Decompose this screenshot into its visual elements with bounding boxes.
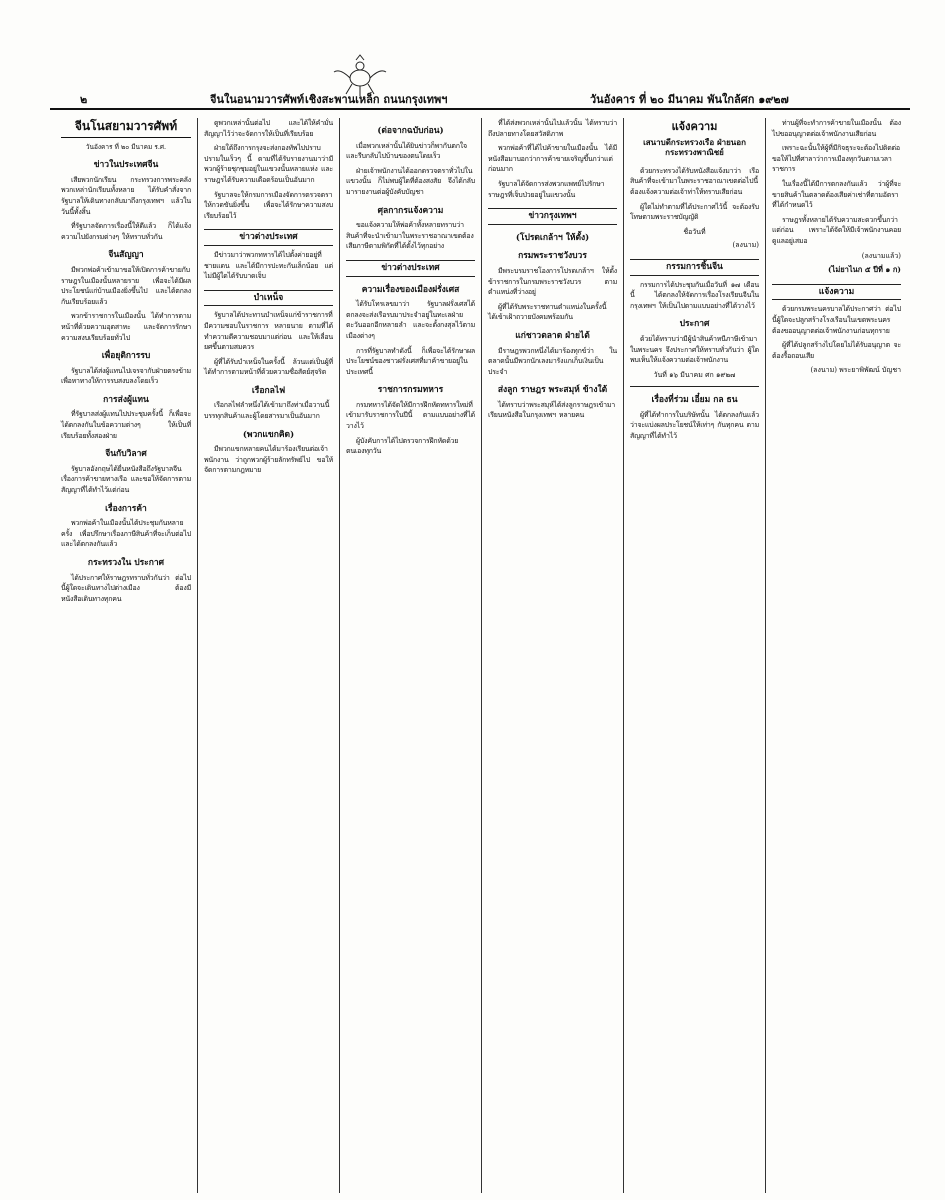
paragraph: ด้วยกระทรวงได้รับหนังสือแจ้งมาว่า เรือสินค้าที่จะเข้ามาในพระราชอาณาเขตต่อไปนี้ ต้องแจ้งความต่อเจ้าท่าให้ทราบเสียก่อน bbox=[630, 166, 759, 196]
paragraph: การที่รัฐบาลทำดังนี้ ก็เพื่อจะได้รักษาผลประโยชน์ของชาวฝรั่งเศสที่มาค้าขายอยู่ในประเทศนี้ bbox=[346, 346, 475, 376]
signature: (ลงนาม) พระยาพิพัฒน์ บัญชา bbox=[810, 366, 901, 375]
paragraph: พวกพ่อค้าในเมืองนั้นได้ประชุมกันหลายครั้ง เพื่อปรึกษาเรื่องภาษีสินค้าที่จะเก็บต่อไป และได้ตกลงกันแล้ว bbox=[61, 519, 191, 549]
paragraph: ผู้บังคับการได้ไปตรวจการฝึกหัดด้วยตนเองทุกวัน bbox=[346, 436, 459, 456]
column-5 bbox=[623, 118, 765, 1193]
paragraph: ผู้ที่ได้ปลูกสร้างไปโดยไม่ได้รับอนุญาต จะต้องรื้อถอนเสีย bbox=[772, 341, 901, 360]
article-columns bbox=[55, 118, 907, 1193]
editorial-date: วันอังคาร ที่ ๒๐ มีนาคม ร.ศ. bbox=[85, 142, 167, 151]
paragraph: รัฐบาลได้จัดการส่งพวกแพทย์ไปรักษาราษฎรที่เจ็บป่วยอยู่ในแขวงนั้น bbox=[488, 179, 605, 199]
section-title: กรรมการชิ้นจีน bbox=[630, 259, 759, 276]
notice-date: ชื่อวันที่ bbox=[683, 227, 706, 236]
paragraph: เรือกลไฟลำหนึ่งได้เข้ามาถึงท่าเมื่อวานนี้ บรรทุกสินค้าและผู้โดยสารมาเป็นอันมาก bbox=[204, 401, 330, 421]
paragraph: ผู้ที่ได้รับบำเหน็จในครั้งนี้ ล้วนแต่เป็นผู้ที่ได้ทำการตามหน้าที่ด้วยความซื่อสัตย์สุจริต bbox=[204, 357, 333, 377]
column-6 bbox=[765, 118, 907, 1193]
paragraph: ราษฎรทั้งหลายได้รับความสะดวกขึ้นกว่าแต่ก่อน เพราะได้จัดให้มีเจ้าพนักงานคอยดูแลอยู่เสมอ bbox=[772, 215, 901, 245]
paragraph: ท่านผู้ที่จะทำการค้าขายในเมืองนั้น ต้องไปขออนุญาตต่อเจ้าพนักงานเสียก่อน bbox=[772, 119, 901, 138]
paragraph: รัฐบาลจะให้กรมการเมืองจัดการตรวจตราให้กวดขันยิ่งขึ้น เพื่อจะได้รักษาความสงบเรียบร้อยไว้ bbox=[204, 190, 333, 220]
column-2 bbox=[197, 118, 339, 1193]
section-title: กรมพระราชวังบวร bbox=[518, 251, 587, 262]
issue-date: วันอังคาร ที่ ๒๐ มีนาคม พันใกล้ศก ๑๙๒๗ bbox=[590, 93, 789, 106]
column-3 bbox=[339, 118, 481, 1193]
paragraph: ที่รัฐบาลจัดการเรื่องนี้ให้ดีแล้ว ก็ได้แจ้งความไปยังกรมต่างๆ ให้ทราบทั่วกัน bbox=[61, 222, 191, 241]
paragraph: มีข่าวมาว่าพวกทหารได้ไปตั้งค่ายอยู่ที่ชายแดน และได้มีการปะทะกันเล็กน้อย แต่ไม่มีผู้ใดได้รับบาดเจ็บ bbox=[204, 250, 333, 281]
section-title: (ต่อจากฉบับก่อน) bbox=[377, 126, 444, 136]
paragraph: ได้ประกาศให้ราษฎรทราบทั่วกันว่า ต่อไปนี้ผู้ใดจะเดินทางไปต่างเมือง ต้องมีหนังสือเดินทางทุกคน bbox=[61, 573, 191, 603]
paragraph: มีพวกแขกหลายคนได้มาร้องเรียนต่อเจ้าพนักงาน ว่าถูกพวกผู้ร้ายลักทรัพย์ไป ขอให้จัดการตามกฎหมาย bbox=[204, 445, 333, 475]
paragraph: กรมทหารได้จัดให้มีการฝึกหัดทหารใหม่ที่เข้ามารับราชการในปีนี้ ตามแบบอย่างที่ได้วางไว้ bbox=[346, 400, 475, 431]
paragraph: ผู้ที่ได้ทำการในบริษัทนั้น ได้ตกลงกันแล้วว่าจะแบ่งผลประโยชน์ให้เท่าๆ กันทุกคน ตามสัญญาที่ได้ทำไว้ bbox=[630, 410, 759, 441]
section-title: ราชการกรมทหาร bbox=[377, 385, 444, 396]
paragraph: มีพระบรมราชโองการโปรดเกล้าฯ ให้ตั้งข้าราชการในกรมพระราชวังบวร ตามตำแหน่งที่ว่างอยู่ bbox=[488, 266, 617, 297]
section-title: เรื่องการค้า bbox=[105, 503, 147, 514]
paragraph: เสียพวกนักเรียน กระทรวงการพระคลัง พวกเหล่านักเรียนทั้งหลาย ได้รับคำสั่งจากรัฐบาลให้เดินทางกลับมาถึงกรุงเทพฯ แล้วในวันนี้ทั้งสิ้น bbox=[61, 175, 191, 216]
paragraph: ผู้ใดไม่ทำตามที่ได้ประกาศไว้นี้ จะต้องรับโทษตามพระราชบัญญัติ bbox=[630, 202, 759, 222]
publication-name: จีนในอนามวารศัพท์ bbox=[210, 93, 305, 106]
paragraph: ด้วยกรมพระนครบาลได้ประกาศว่า ต่อไปนี้ผู้ใดจะปลูกสร้างโรงเรือนในเขตพระนคร ต้องขออนุญาตต่อเจ้าพนักงานก่อนทุกราย bbox=[772, 305, 901, 335]
section-title: ศุลกากรแจ้งความ bbox=[377, 205, 444, 216]
section-title: เรือกลไฟ bbox=[251, 385, 286, 396]
section-title: แก่ชาวตลาด ฝ่ายไต้ bbox=[515, 330, 590, 341]
paragraph: ฝ่ายเจ้าพนักงานได้ออกตรวจตราทั่วไปในแขวงนั้น ก็ไม่พบผู้ใดที่ต้องสงสัย จึงได้กลับมารายงานต่อผู้บังคับบัญชา bbox=[346, 166, 475, 196]
publication-location: เชิงสะพานเหล็ก ถนนกรุงเทพฯ bbox=[305, 93, 448, 106]
paragraph: รัฐบาลได้ประทานบำเหน็จแก่ข้าราชการที่มีความชอบในราชการ หลายนาย ตามที่ได้ทำความดีความชอบมาแต่ก่อน และให้เลื่อนยศขึ้นตามสมควร bbox=[204, 311, 333, 352]
section-title: ส่งลูก ราษฎร พระสมุห์ ข้างใต้ bbox=[497, 385, 608, 396]
paragraph: ดูพวกเหล่านั้นต่อไป และได้ให้คำมั่นสัญญาไว้ว่าจะจัดการให้เป็นที่เรียบร้อย bbox=[204, 119, 333, 138]
paragraph: เมื่อพวกเหล่านั้นได้ยินข่าวก็พากันตกใจ และรีบกลับไปบ้านของตนโดยเร็ว bbox=[346, 141, 467, 161]
column-1 bbox=[55, 118, 197, 1193]
editorial-title: จีนโนสยามวารศัพท์ bbox=[61, 118, 191, 138]
paragraph: ที่ได้ส่งพวกเหล่านั้นไปแล้วนั้น ได้ทราบว่าถึงปลายทางโดยสวัสดิภาพ bbox=[488, 119, 617, 138]
paragraph: เพราะฉะนั้นให้ผู้ที่มีกิจธุระจะต้องไปติดต่อ ขอให้ไปที่ศาลาว่าการเมืองทุกวันตามเวลาราชการ bbox=[772, 144, 900, 174]
signature: (ลงนาม) bbox=[732, 241, 759, 250]
section-title: ข่าวในประเทศจีน bbox=[93, 160, 159, 171]
section-title: การส่งผู้แทน bbox=[103, 394, 149, 405]
section-title: (โปรดเกล้าฯ ให้ตั้ง) bbox=[515, 232, 590, 243]
paragraph: ผู้ที่ได้รับพระราชทานตำแหน่งในครั้งนี้ ได้เข้าเฝ้าถวายบังคมพร้อมกัน bbox=[488, 302, 607, 322]
paragraph: ขอแจ้งความให้พ่อค้าทั้งหลายทราบว่า สินค้าที่จะนำเข้ามาในพระราชอาณาเขตต้องเสียภาษีตามพิกัดที่ได้ตั้งไว้ทุกอย่าง bbox=[346, 221, 474, 251]
paragraph: รัฐบาลอังกฤษได้ยื่นหนังสือถึงรัฐบาลจีนเรื่องการค้าขายทางเรือ และขอให้จัดการตามสัญญาที่ได้ทำไว้แต่ก่อน bbox=[61, 464, 191, 495]
section-title: ข่าวกรุงเทพฯ bbox=[488, 208, 617, 225]
notice-date: วันที่ ๑๖ มีนาคม ศก ๑๙๒๗ bbox=[653, 370, 736, 379]
section-title: กระทรวงใน ประกาศ bbox=[87, 558, 165, 568]
paragraph: ฝ่ายใต้ถึงการกรุงจะส่งกองทัพไปปราบปรามในเร็วๆ นี้ ตามที่ได้รับรายงานมาว่ามีพวกผู้ร้ายชุกชุมอยู่ในแขวงนั้นหลายแห่ง และราษฎรได้รับความเดือดร้อนเป็นอันมาก bbox=[204, 144, 333, 184]
section-title: ประกาศ bbox=[679, 319, 710, 330]
page-number: ๒ bbox=[80, 93, 88, 106]
paragraph: มีราษฎรพวกหนึ่งได้มาร้องทุกข์ว่า ในตลาดนั้นมีพวกนักเลงมารังแกเก็บเงินเป็นประจำ bbox=[488, 346, 617, 376]
paragraph: ได้ทราบว่าพระสมุห์ได้ส่งลูกราษฎรเข้ามาเรียนหนังสือในกรุงเทพฯ หลายคน bbox=[488, 400, 616, 420]
paragraph: ด้วยได้ทราบว่ามีผู้นำสินค้าหนีภาษีเข้ามาในพระนคร จึงประกาศให้ทราบทั่วกันว่า ผู้ใดพบเห็นให้แจ้งความต่อเจ้าพนักงาน bbox=[630, 334, 759, 365]
paragraph: ในเรื่องนี้ได้มีการตกลงกันแล้ว ว่าผู้ที่จะขายสินค้าในตลาดต้องเสียค่าเช่าที่ตามอัตราที่ได้กำหนดไว้ bbox=[772, 179, 901, 210]
section-title: จีนสัญญา bbox=[108, 250, 144, 261]
paragraph: พวกพ่อค้าที่ได้ไปค้าขายในเมืองนั้น ได้มีหนังสือมาบอกว่าการค้าขายเจริญขึ้นกว่าแต่ก่อนมาก bbox=[488, 144, 617, 174]
section-title: เรื่องที่ร่วม เอี๋ยม กล ธน bbox=[651, 395, 738, 406]
notice-subtitle: เสนาบดีกระทรวงเรือ ฝ่ายนอก กระทรวงพาณิชย์ bbox=[643, 136, 746, 158]
issue-note: (ไม่ยาไนก ๕ ปีที่ ๑ ก) bbox=[828, 265, 901, 275]
section-title: บำเหน็จ bbox=[204, 290, 333, 307]
section-title: ข่าวต่างประเทศ bbox=[204, 229, 333, 246]
paragraph: รัฐบาลได้ส่งผู้แทนไปเจรจากับฝ่ายตรงข้าม เพื่อหาทางให้การรบสงบลงโดยเร็ว bbox=[61, 366, 191, 386]
section-title: ข่าวต่างประเทศ bbox=[346, 260, 475, 277]
paragraph: ได้รับโทรเลขมาว่า รัฐบาลฝรั่งเศสได้ตกลงจะส่งเรือรบมาประจำอยู่ในทะเลฝ่ายตะวันออกอีกหลายลำ และจะตั้งกงสุลไว้ตามเมืองต่างๆ bbox=[346, 300, 475, 340]
paragraph: ที่รัฐบาลส่งผู้แทนไปประชุมครั้งนี้ ก็เพื่อจะได้ตกลงกันในข้อความต่างๆ ให้เป็นที่เรียบร้อยทั้งสองฝ่าย bbox=[61, 410, 191, 440]
paragraph: พวกข้าราชการในเมืองนั้น ได้ทำการตามหน้าที่ด้วยความอุตสาหะ และจัดการรักษาความสงบเรียบร้อยทั่วไป bbox=[61, 312, 191, 342]
signature: (ลงนามแล้ว) bbox=[861, 251, 901, 260]
masthead bbox=[50, 86, 910, 110]
notice-title: แจ้งความ bbox=[671, 120, 718, 133]
column-4 bbox=[481, 118, 623, 1193]
divider bbox=[630, 386, 759, 387]
paragraph: กรรมการได้ประชุมกันเมื่อวันที่ ๑๗ เดือนนี้ ได้ตกลงให้จัดการเรื่องโรงเรียนจีนในกรุงเทพฯ ให้เป็นไปตามแบบอย่างที่ได้วางไว้ bbox=[630, 280, 759, 310]
section-title: เพื่อยุติการรบ bbox=[101, 351, 151, 362]
section-title: แจ้งความ bbox=[772, 284, 901, 301]
section-title: จีนกับวิลาศ bbox=[105, 449, 147, 460]
section-title: (พวกแขกคิด) bbox=[242, 429, 295, 440]
section-title: ความเรื่องของเมืองฝรั่งเศส bbox=[361, 284, 460, 295]
paragraph: มีพวกพ่อค้าเข้ามาขอให้เปิดการค้าขายกับราษฎรในเมืองนั้นหลายราย เพื่อจะได้มีผลประโยชน์แก่บ้านเมืองยิ่งขึ้นไป และได้ตกลงกันเรียบร้อยแล้ว bbox=[61, 265, 191, 306]
